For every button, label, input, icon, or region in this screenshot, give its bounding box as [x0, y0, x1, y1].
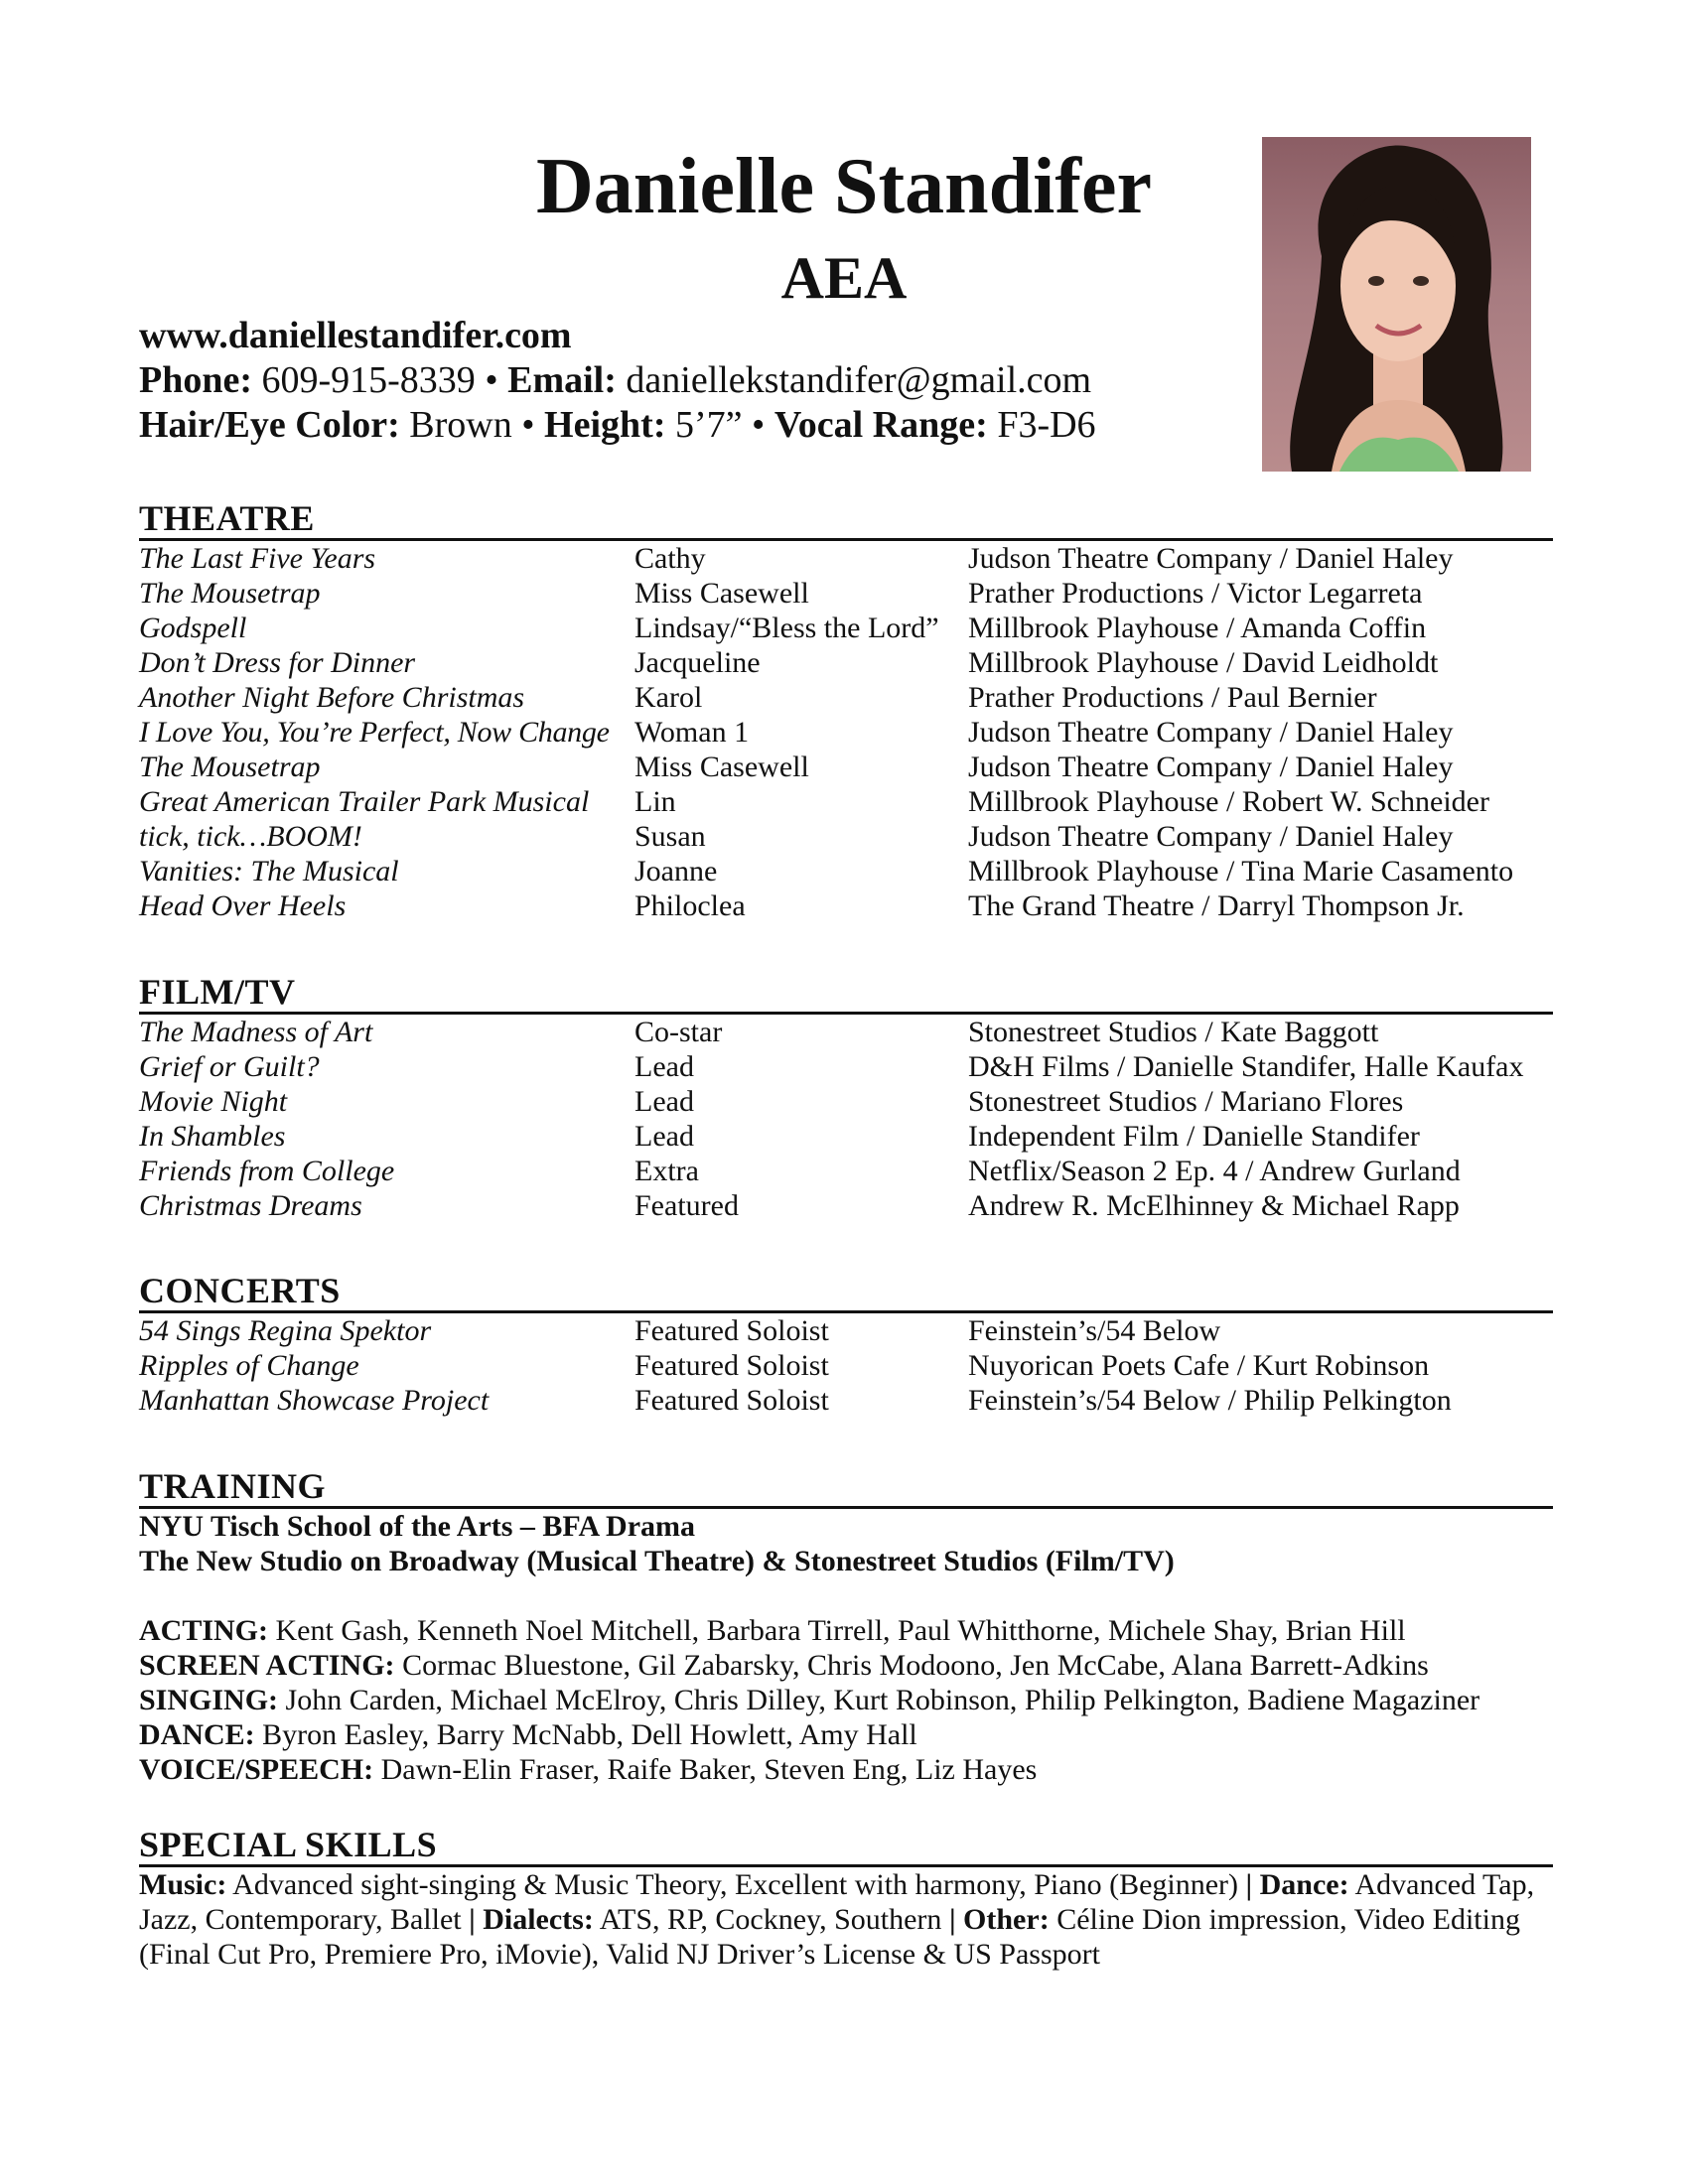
role: Extra	[634, 1155, 699, 1187]
role: Lindsay/“Bless the Lord”	[634, 612, 939, 644]
table-row	[139, 680, 1553, 715]
skills-separator: |	[469, 1903, 476, 1936]
show-title: Ripples of Change	[139, 1349, 359, 1382]
company: Netflix/Season 2 Ep. 4 / Andrew Gurland	[968, 1155, 1461, 1187]
theatre-section	[139, 498, 1553, 923]
skills-separator: |	[948, 1903, 956, 1936]
actor-name: Danielle Standifer	[536, 143, 1152, 230]
table-row	[139, 645, 1553, 680]
training-section	[139, 1466, 1553, 1787]
email-label: Email:	[507, 359, 617, 401]
company: Feinstein’s/54 Below / Philip Pelkington	[968, 1384, 1452, 1417]
contact-block	[139, 314, 1096, 448]
table-row	[139, 1348, 1553, 1383]
role: Susan	[634, 820, 706, 853]
category-label: DANCE:	[139, 1718, 255, 1751]
show-title: Movie Night	[139, 1085, 288, 1118]
company: Stonestreet Studios / Kate Baggott	[968, 1016, 1379, 1048]
dialects-skills: ATS, RP, Cockney, Southern	[593, 1903, 949, 1936]
show-title: The Mousetrap	[139, 751, 321, 783]
spacer	[139, 1578, 1553, 1613]
role: Miss Casewell	[634, 751, 809, 783]
category-label: VOICE/SPEECH:	[139, 1753, 374, 1786]
show-title: Friends from College	[139, 1155, 395, 1187]
concerts-title: CONCERTS	[139, 1271, 1553, 1313]
category-teachers: Dawn-Elin Fraser, Raife Baker, Steven Eng, Liz Hayes	[373, 1753, 1038, 1786]
show-title: Vanities: The Musical	[139, 855, 399, 887]
role: Cathy	[634, 542, 706, 575]
role: Co-star	[634, 1016, 723, 1048]
table-row	[139, 784, 1553, 819]
table-row	[139, 1313, 1553, 1348]
role: Lead	[634, 1050, 694, 1083]
height-label: Height:	[544, 404, 666, 446]
company: Judson Theatre Company / Daniel Haley	[968, 820, 1454, 853]
show-title: Christmas Dreams	[139, 1189, 362, 1222]
show-title: 54 Sings Regina Spektor	[139, 1314, 432, 1347]
bullet-separator: •	[521, 404, 535, 446]
category-teachers: Byron Easley, Barry McNabb, Dell Howlett, Amy Hall	[254, 1718, 917, 1751]
other-skills: Céline Dion impression, Video Editing (Final Cut Pro, Premiere Pro, iMovie), Valid NJ Driver’s License & US Passport	[139, 1903, 1520, 1971]
role: Woman 1	[634, 716, 750, 749]
show-title: tick, tick…BOOM!	[139, 820, 362, 853]
film-tv-title: FILM/TV	[139, 972, 1553, 1015]
music-label: Music:	[139, 1868, 227, 1901]
company: Millbrook Playhouse / Tina Marie Casamento	[968, 855, 1514, 887]
show-title: Manhattan Showcase Project	[139, 1384, 490, 1417]
bullet-separator: •	[752, 404, 766, 446]
table-row	[139, 750, 1553, 784]
company: Andrew R. McElhinney & Michael Rapp	[968, 1189, 1460, 1222]
film-tv-section	[139, 972, 1553, 1223]
table-row	[139, 1015, 1553, 1049]
height-value: 5’7”	[674, 404, 743, 446]
company: Judson Theatre Company / Daniel Haley	[968, 751, 1454, 783]
table-row	[139, 1383, 1553, 1418]
company: Stonestreet Studios / Mariano Flores	[968, 1085, 1404, 1118]
role: Featured Soloist	[634, 1314, 829, 1347]
training-school-secondary: The New Studio on Broadway (Musical Theatre) & Stonestreet Studios (Film/TV)	[139, 1545, 1175, 1577]
show-title: Grief or Guilt?	[139, 1050, 320, 1083]
show-title: The Last Five Years	[139, 542, 376, 575]
show-title: Godspell	[139, 612, 247, 644]
training-category-screen-acting	[139, 1648, 1553, 1683]
category-teachers: John Carden, Michael McElroy, Chris Dilley, Kurt Robinson, Philip Pelkington, Badiene Magaziner	[278, 1684, 1480, 1716]
hair-eye-label: Hair/Eye Color:	[139, 404, 400, 446]
category-label: SINGING:	[139, 1684, 279, 1716]
category-label: ACTING:	[139, 1614, 269, 1647]
role: Jacqueline	[634, 646, 761, 679]
hair-eye-value: Brown	[409, 404, 512, 446]
training-category-dance	[139, 1717, 1553, 1752]
company: Nuyorican Poets Cafe / Kurt Robinson	[968, 1349, 1430, 1382]
other-label: Other:	[963, 1903, 1050, 1936]
role: Miss Casewell	[634, 577, 809, 610]
role: Lin	[634, 785, 676, 818]
company: Millbrook Playhouse / Amanda Coffin	[968, 612, 1427, 644]
show-title: In Shambles	[139, 1120, 286, 1153]
category-teachers: Cormac Bluestone, Gil Zabarsky, Chris Modoono, Jen McCabe, Alana Barrett-Adkins	[394, 1649, 1429, 1682]
show-title: I Love You, You’re Perfect, Now Change	[139, 716, 610, 749]
table-row	[139, 715, 1553, 750]
headshot-photo	[1262, 137, 1531, 472]
show-title: Don’t Dress for Dinner	[139, 646, 416, 679]
show-title: Another Night Before Christmas	[139, 681, 525, 714]
headshot-illustration	[1262, 137, 1531, 472]
table-row	[139, 1188, 1553, 1223]
bullet-separator: •	[485, 359, 498, 401]
show-title: The Mousetrap	[139, 577, 321, 610]
role: Karol	[634, 681, 703, 714]
company: Judson Theatre Company / Daniel Haley	[968, 542, 1454, 575]
role: Lead	[634, 1120, 694, 1153]
company: Prather Productions / Paul Bernier	[968, 681, 1377, 714]
show-title: Great American Trailer Park Musical	[139, 785, 590, 818]
training-title: TRAINING	[139, 1466, 1553, 1509]
skills-separator: |	[1245, 1868, 1253, 1901]
training-category-acting	[139, 1613, 1553, 1648]
special-skills-title: SPECIAL SKILLS	[139, 1825, 1553, 1867]
union-affiliation: AEA	[780, 245, 908, 311]
company: Independent Film / Danielle Standifer	[968, 1120, 1420, 1153]
theatre-title: THEATRE	[139, 498, 1553, 541]
phone-value: 609-915-8339	[261, 359, 476, 401]
vocal-range-label: Vocal Range:	[774, 404, 988, 446]
role: Joanne	[634, 855, 718, 887]
table-row	[139, 1084, 1553, 1119]
category-label: SCREEN ACTING:	[139, 1649, 395, 1682]
phone-label: Phone:	[139, 359, 252, 401]
company: Millbrook Playhouse / Robert W. Schneider	[968, 785, 1489, 818]
special-skills-section	[139, 1825, 1553, 1972]
vocal-range-value: F3-D6	[997, 404, 1096, 446]
music-skills: Advanced sight-singing & Music Theory, Excellent with harmony, Piano (Beginner)	[226, 1868, 1246, 1901]
show-title: The Madness of Art	[139, 1016, 373, 1048]
training-school-primary: NYU Tisch School of the Arts – BFA Drama	[139, 1510, 696, 1543]
dance-skills: Advanced Tap, Jazz, Contemporary, Ballet	[139, 1868, 1535, 1936]
dance-label: Dance:	[1259, 1868, 1349, 1901]
category-teachers: Kent Gash, Kenneth Noel Mitchell, Barbara Tirrell, Paul Whitthorne, Michele Shay, Brian Hill	[268, 1614, 1406, 1647]
company: Millbrook Playhouse / David Leidholdt	[968, 646, 1439, 679]
email-value[interactable]: daniellekstandifer@gmail.com	[626, 359, 1092, 401]
company: Feinstein’s/54 Below	[968, 1314, 1221, 1347]
table-row	[139, 1154, 1553, 1188]
table-row	[139, 541, 1553, 576]
company: Prather Productions / Victor Legarreta	[968, 577, 1423, 610]
role: Featured Soloist	[634, 1384, 829, 1417]
company: The Grand Theatre / Darryl Thompson Jr.	[968, 889, 1465, 922]
table-row	[139, 1049, 1553, 1084]
dialects-label: Dialects:	[483, 1903, 594, 1936]
table-row	[139, 611, 1553, 645]
company: Judson Theatre Company / Daniel Haley	[968, 716, 1454, 749]
concerts-section	[139, 1271, 1553, 1418]
table-row	[139, 819, 1553, 854]
role: Featured	[634, 1189, 739, 1222]
table-row	[139, 1119, 1553, 1154]
table-row	[139, 888, 1553, 923]
table-row	[139, 854, 1553, 888]
role: Featured Soloist	[634, 1349, 829, 1382]
company: D&H Films / Danielle Standifer, Halle Kaufax	[968, 1050, 1524, 1083]
training-category-voice-speech	[139, 1752, 1553, 1787]
website-link[interactable]: www.daniellestandifer.com	[139, 315, 572, 356]
show-title: Head Over Heels	[139, 889, 347, 922]
training-category-singing	[139, 1683, 1553, 1717]
role: Philoclea	[634, 889, 746, 922]
table-row	[139, 576, 1553, 611]
role: Lead	[634, 1085, 694, 1118]
skills-paragraph	[139, 1867, 1553, 1972]
